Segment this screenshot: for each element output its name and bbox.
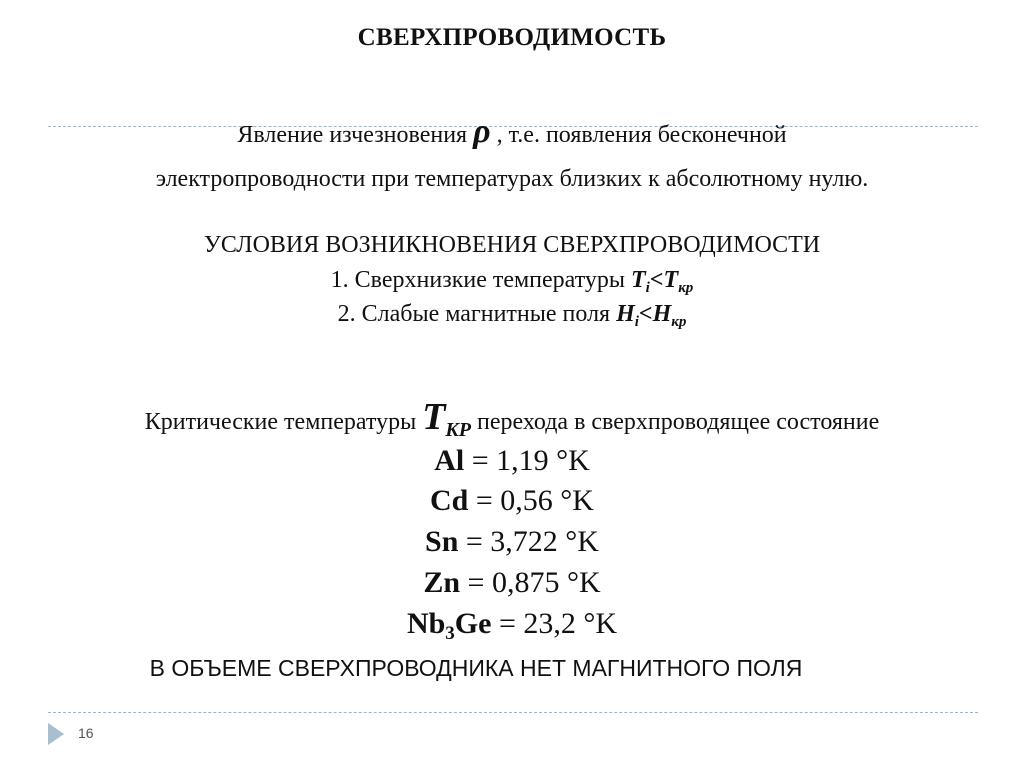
element-row-sn — [40, 522, 984, 562]
tkp-letter: T — [422, 396, 446, 438]
condition-1-text: 1. Сверхнизкие температуры — [330, 267, 631, 293]
intro-line2: электропроводности при температурах близких к абсолютному нулю. — [155, 166, 869, 192]
condition-2-symbol-2: H — [652, 301, 672, 327]
element-value: = 1,19 °K — [464, 444, 590, 477]
conditions-heading: УСЛОВИЯ ВОЗНИКНОВЕНИЯ СВЕРХПРОВОДИМОСТИ — [203, 232, 821, 258]
element-value: = 3,722 °K — [458, 525, 599, 558]
condition-item-2 — [40, 297, 984, 339]
triangle-right-icon — [48, 723, 64, 745]
element-value: = 0,875 °K — [460, 566, 601, 599]
intro-line1-start: Явление изчезновения — [237, 122, 474, 148]
condition-2-less-than: < — [638, 301, 653, 327]
element-value: = 23,2 °K — [491, 607, 618, 640]
tkp-symbol — [422, 396, 471, 441]
element-row-nb3ge — [40, 604, 984, 654]
slide-title: СВЕРХПРОВОДИМОСТЬ — [357, 24, 667, 51]
intro-paragraph — [40, 113, 984, 201]
element-value: = 0,56 °K — [468, 484, 594, 517]
element-subscript: 3 — [445, 623, 455, 644]
element-symbol: Cd — [430, 484, 469, 517]
tkp-subscript: KP — [445, 419, 471, 441]
condition-1-less-than: < — [649, 267, 664, 293]
element-symbol: Sn — [425, 525, 459, 558]
element-symbol-rest: Ge — [454, 607, 492, 640]
condition-1-symbol: T — [631, 267, 646, 293]
bottom-divider — [48, 712, 978, 713]
element-row-al — [40, 441, 984, 481]
critical-text-start: Критические температуры — [144, 409, 423, 435]
condition-1-symbol-2: T — [663, 267, 679, 293]
element-symbol: Zn — [423, 566, 461, 599]
page-number: 16 — [78, 725, 94, 741]
element-row-zn — [40, 563, 984, 603]
intro-line1-end: , т.е. появления бесконечной — [490, 122, 787, 148]
element-symbol: Al — [434, 444, 465, 477]
condition-1-subscript-2: кр — [678, 280, 694, 296]
condition-2-subscript: i — [634, 314, 639, 330]
condition-1-subscript: i — [645, 280, 650, 296]
rho-symbol: ρ — [473, 113, 491, 150]
element-row-cd — [40, 481, 984, 521]
critical-text-end: перехода в сверхпроводящее состояние — [470, 409, 880, 435]
condition-2-text: 2. Слабые магнитные поля — [337, 301, 617, 327]
condition-2-symbol: H — [616, 301, 635, 327]
condition-2-subscript-2: кр — [671, 314, 687, 330]
element-symbol: Nb — [406, 607, 446, 640]
conclusion-text: В ОБЪЕМЕ СВЕРХПРОВОДНИКА НЕТ МАГНИТНОГО ПОЛЯ — [149, 655, 803, 681]
